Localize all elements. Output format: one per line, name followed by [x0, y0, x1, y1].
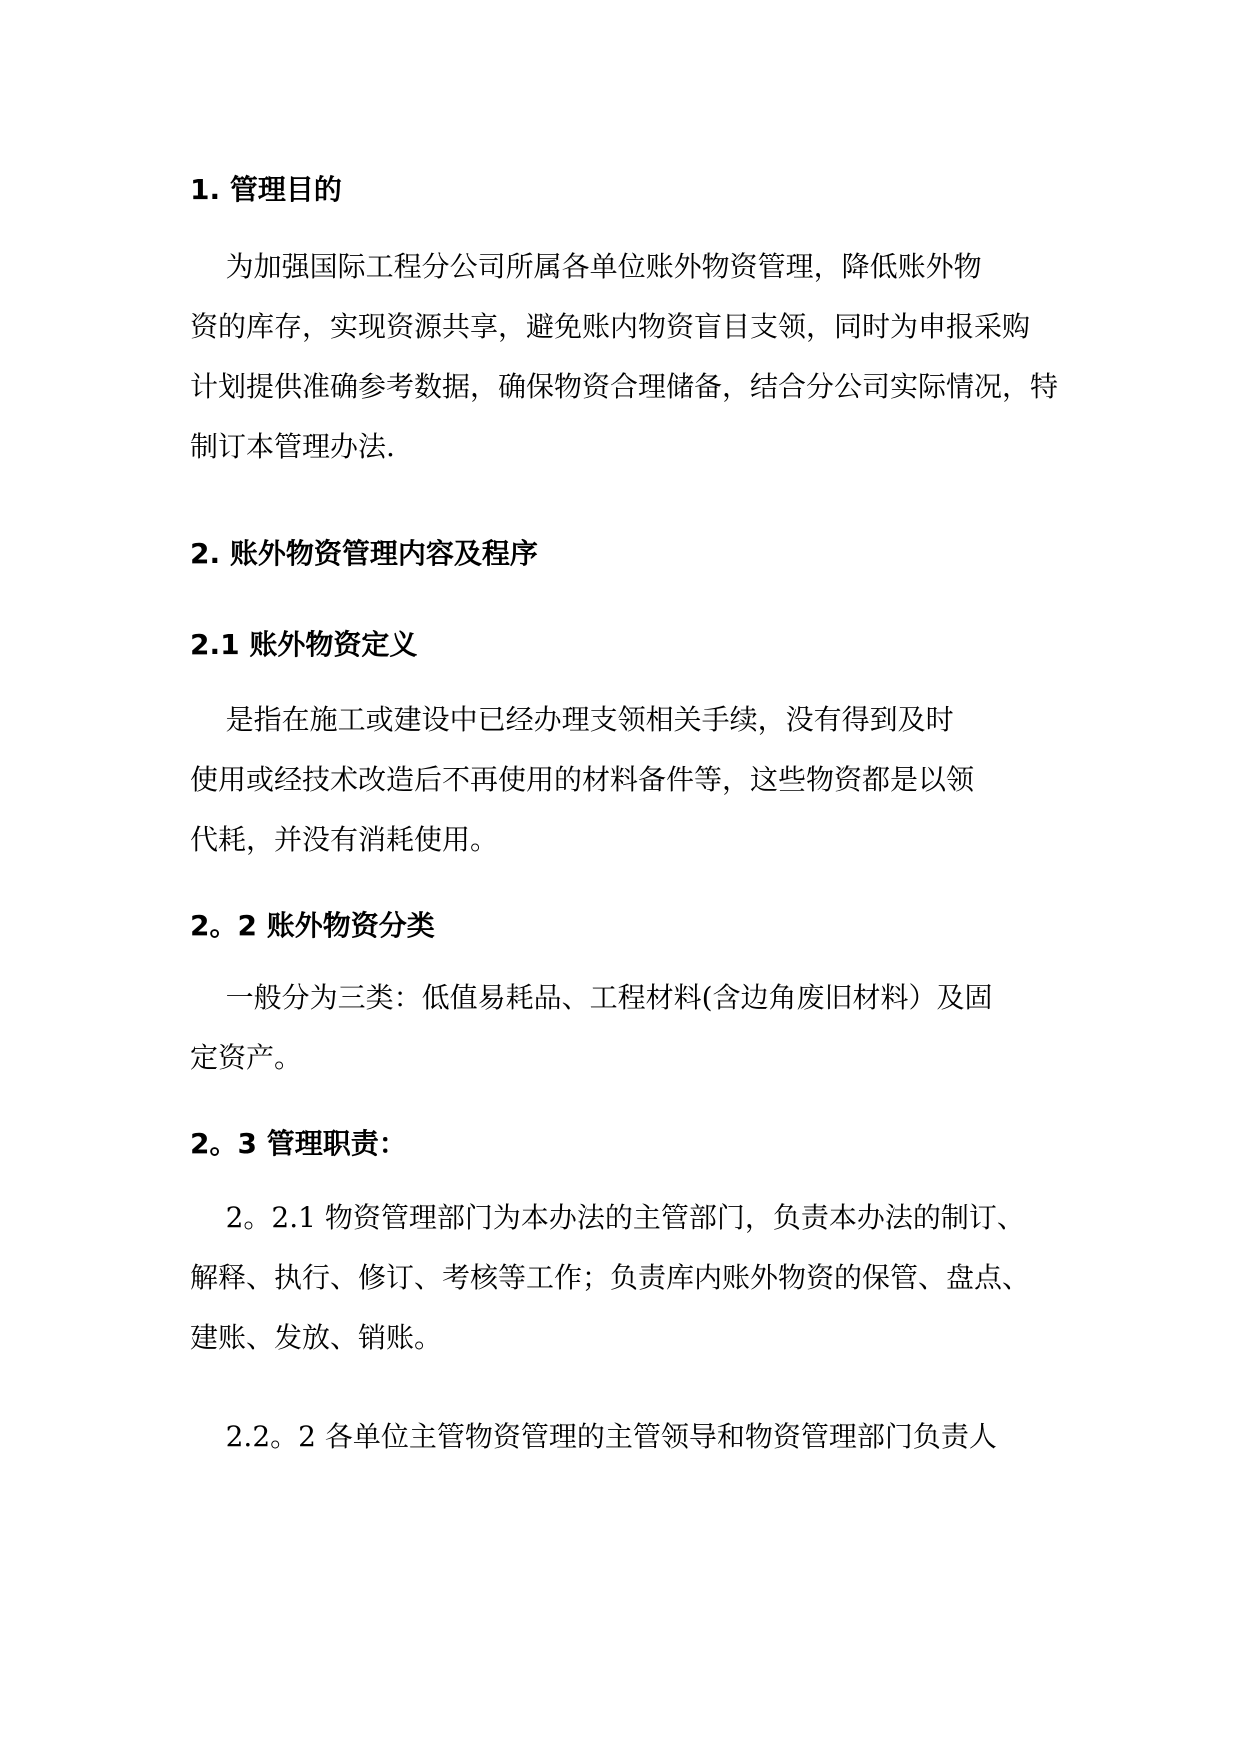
paragraph-line: 计划提供准确参考数据，确保物资合理储备，结合分公司实际情况，特: [190, 370, 1059, 403]
paragraph-responsibilities: [190, 1188, 1030, 1368]
paragraph-classification: [190, 968, 993, 1088]
section-heading-1: 1. 管理目的: [190, 173, 342, 206]
section-heading-2-1: 2.1 账外物资定义: [190, 628, 418, 661]
paragraph-line: 2。2.1 物资管理部门为本办法的主管部门，负责本办法的制订、: [190, 1201, 1025, 1234]
paragraph-line: 使用或经技术改造后不再使用的材料备件等，这些物资都是以领: [190, 763, 975, 796]
paragraph-line: 是指在施工或建设中已经办理支领相关手续，没有得到及时: [190, 703, 954, 736]
paragraph-line: 建账、发放、销账。: [190, 1321, 443, 1354]
paragraph-line: 制订本管理办法.: [190, 430, 395, 463]
section-heading-2: 2. 账外物资管理内容及程序: [190, 537, 538, 570]
paragraph-line: 资的库存，实现资源共享，避免账内物资盲目支领，同时为申报采购: [190, 310, 1031, 343]
paragraph-line: 为加强国际工程分公司所属各单位账外物资管理，降低账外物: [190, 250, 982, 283]
paragraph-definition: [190, 690, 974, 870]
section-heading-2-2: 2。2 账外物资分类: [190, 909, 435, 942]
paragraph-line: 一般分为三类：低值易耗品、工程材料(含边角废旧材料）及固: [190, 981, 993, 1014]
paragraph-line: 代耗，并没有消耗使用。: [190, 823, 499, 856]
section-heading-2-3: 2。3 管理职责：: [190, 1127, 407, 1160]
paragraph-management-purpose: [190, 237, 1058, 477]
paragraph-unit-responsibility: [190, 1407, 997, 1467]
paragraph-line: 定资产。: [190, 1041, 303, 1074]
paragraph-line: 2.2。2 各单位主管物资管理的主管领导和物资管理部门负责人: [190, 1420, 997, 1453]
paragraph-line: 解释、执行、修订、考核等工作；负责库内账外物资的保管、盘点、: [190, 1261, 1031, 1294]
